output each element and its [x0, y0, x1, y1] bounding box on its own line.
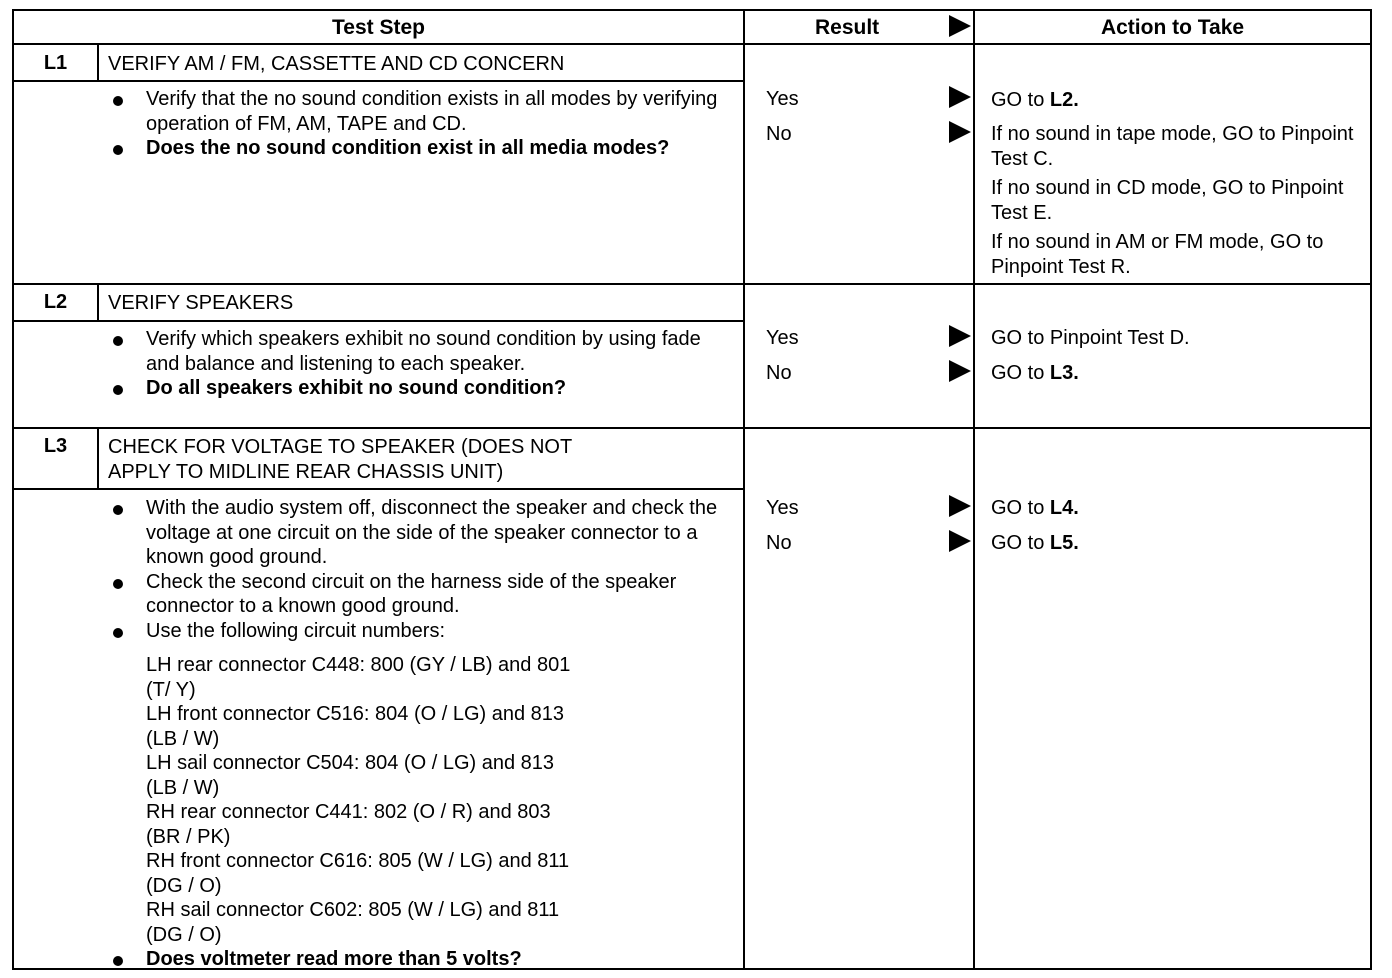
- step-title: [108, 435, 572, 485]
- step-title-line: APPLY TO MIDLINE REAR CHASSIS UNIT): [108, 461, 504, 483]
- step-title: VERIFY AM / FM, CASSETTE AND CD CONCERN: [108, 53, 565, 75]
- step-id: L1: [43, 52, 68, 74]
- arrow-right-icon: [949, 495, 971, 517]
- step-id-divider: [97, 429, 99, 489]
- step-bullets: [106, 327, 726, 401]
- circuit-line: LH sail connector C504: 804 (O / LG) and 813: [146, 752, 555, 774]
- arrow-right-icon: [949, 15, 971, 37]
- header-action: Action to Take: [1100, 16, 1245, 39]
- step-id: L3: [43, 435, 68, 457]
- bullet-item: Verify which speakers exhibit no sound condition by using fade and balance and listening to each speaker.: [106, 327, 726, 376]
- circuit-line: RH front connector C616: 805 (W / LG) and 811: [146, 850, 570, 872]
- action-tape: If no sound in tape mode, GO to Pinpoint Test C.: [991, 123, 1354, 170]
- step-title-line: CHECK FOR VOLTAGE TO SPEAKER (DOES NOT: [108, 436, 573, 458]
- bullet-question: Does voltmeter read more than 5 volts?: [106, 947, 726, 972]
- result-yes: Yes: [766, 497, 799, 519]
- circuit-line: (T/ Y): [146, 678, 196, 701]
- circuit-line: LH rear connector C448: 800 (GY / LB) and 801: [146, 654, 571, 676]
- action-goto: GO to Pinpoint Test D.: [991, 327, 1190, 349]
- step-id-divider: [97, 285, 99, 321]
- action-goto: GO to L3.: [991, 362, 1079, 384]
- action-goto: GO to L4.: [991, 497, 1079, 519]
- result-yes: Yes: [766, 88, 799, 110]
- circuit-line: RH sail connector C602: 805 (W / LG) and 811: [146, 899, 560, 921]
- action-goto: GO to L2.: [991, 89, 1079, 111]
- circuit-line: (DG / O): [146, 874, 222, 897]
- bullet-question: Does the no sound condition exist in all media modes?: [106, 136, 726, 161]
- circuit-line: (BR / PK): [146, 825, 231, 848]
- result-yes: Yes: [766, 327, 799, 349]
- circuit-line: RH rear connector C441: 802 (O / R) and 803: [146, 801, 551, 823]
- circuit-list: [106, 643, 726, 947]
- step-bullets: [106, 496, 726, 972]
- arrow-right-icon: [949, 360, 971, 382]
- bullet-item: Check the second circuit on the harness side of the speaker connector to a known good ground.: [106, 570, 726, 619]
- step-title-rule: [14, 488, 743, 490]
- action-am-fm: If no sound in AM or FM mode, GO to Pinpoint Test R.: [991, 231, 1324, 278]
- arrow-right-icon: [949, 86, 971, 108]
- column-divider: [973, 11, 975, 970]
- arrow-right-icon: [949, 530, 971, 552]
- action-cd: If no sound in CD mode, GO to Pinpoint Test E.: [991, 177, 1344, 224]
- step-id-divider: [97, 45, 99, 81]
- circuit-line: (LB / W): [146, 727, 220, 750]
- action-goto: GO to L5.: [991, 532, 1079, 554]
- bullet-item: Use the following circuit numbers:: [106, 619, 726, 644]
- circuit-line: LH front connector C516: 804 (O / LG) and 813: [146, 703, 565, 725]
- arrow-right-icon: [949, 325, 971, 347]
- circuit-line: (DG / O): [146, 923, 222, 946]
- header-result: Result: [815, 16, 880, 39]
- step-title: VERIFY SPEAKERS: [108, 292, 294, 314]
- step-bullets: [106, 87, 726, 161]
- bullet-item: Verify that the no sound condition exists in all modes by verifying operation of FM, AM, TAPE and CD.: [106, 87, 726, 136]
- arrow-right-icon: [949, 121, 971, 143]
- result-no: No: [766, 532, 792, 554]
- bullet-item: With the audio system off, disconnect the speaker and check the voltage at one circuit on the side of the speaker connector to a known good ground.: [106, 496, 726, 570]
- diagnostic-table: [12, 9, 1372, 970]
- result-no: No: [766, 123, 792, 145]
- column-divider: [743, 11, 745, 970]
- header-test-step: Test Step: [332, 16, 425, 39]
- result-no: No: [766, 362, 792, 384]
- step-separator: [14, 427, 1370, 429]
- step-id: L2: [43, 291, 68, 313]
- step-title-rule: [14, 80, 743, 82]
- circuit-line: (LB / W): [146, 776, 220, 799]
- step-separator: [14, 283, 1370, 285]
- bullet-question: Do all speakers exhibit no sound condition?: [106, 376, 726, 401]
- step-title-rule: [14, 320, 743, 322]
